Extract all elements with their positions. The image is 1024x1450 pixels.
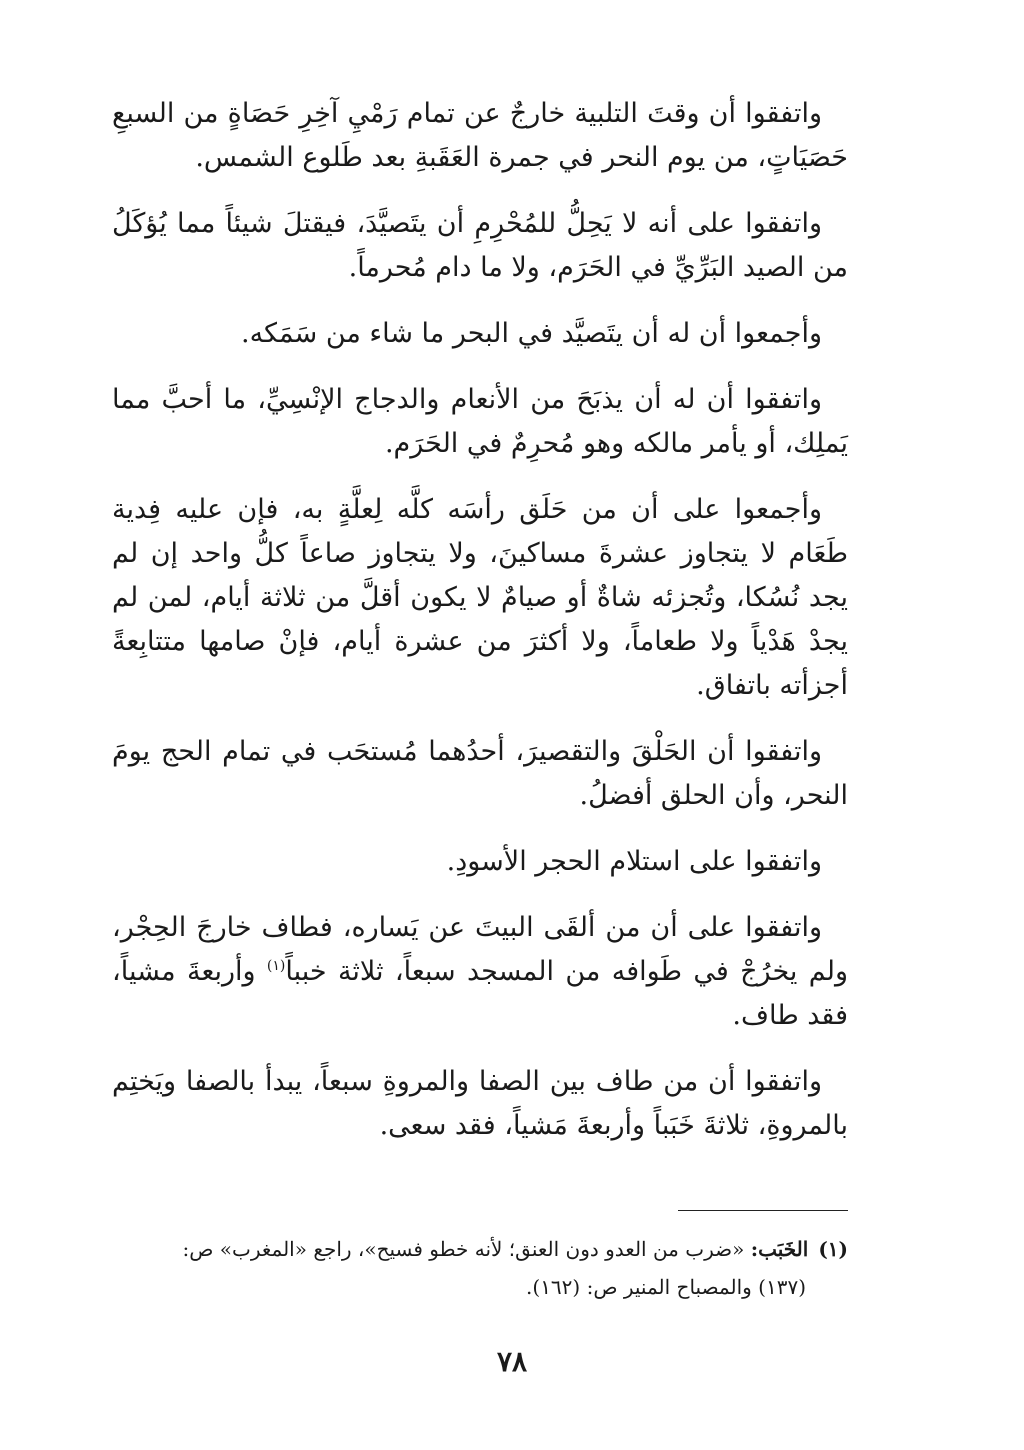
paragraph-text: واتفقوا أن من طاف بين الصفا والمروةِ سبعاً، يبدأ بالصفا ويَختِم بالمروةِ، ثلاثةَ خَبَباً وأربعةَ مَشياً، فقد سعى. bbox=[112, 1066, 848, 1141]
paragraph-9 bbox=[112, 1060, 848, 1148]
footnote-mark: (١) bbox=[818, 1237, 848, 1261]
paragraph-6 bbox=[112, 730, 848, 818]
paragraph-4 bbox=[112, 378, 848, 466]
paragraph-2 bbox=[112, 202, 848, 290]
paragraph-3 bbox=[112, 312, 848, 356]
footnote-continuation: (١٣٧) والمصباح المنير ص: (١٦٢). bbox=[526, 1275, 806, 1299]
paragraph-text: وأجمعوا على أن من حَلَق رأسَه كلَّه لِعلَّةٍ به، فإن عليه فِدية طَعَام لا يتجاوز عشرةَ مساكينَ، ولا يتجاوز صاعاً كلُّ واحد إن لم يجد نُسُكا، وتُجزئه شاةٌ أو صيامٌ لا يكون أقلَّ من ثلاثة أيام، لمن لم يجدْ هَدْياً ولا طعاماً، ولا أكثرَ من عشرة أيام، فإنْ صامها متتابِعةً أجزأته باتفاق. bbox=[112, 494, 848, 701]
paragraph-text: واتفقوا على استلام الحجر الأسودِ. bbox=[446, 846, 822, 877]
paragraph-text: واتفقوا أن وقتَ التلبية خارجٌ عن تمام رَمْيِ آخِرِ حَصَاةٍ من السبعِ حَصَيَاتٍ، من يوم النحر في جمرة العَقَبةِ بعد طَلوع الشمس. bbox=[112, 98, 848, 173]
paragraph-text: واتفقوا على أنه لا يَحِلُّ للمُحْرِمِ أن يتَصيَّدَ، فيقتلَ شيئاً مما يُؤكَلُ من الصيد البَرِّيِّ في الحَرَم، ولا ما دام مُحرماً. bbox=[112, 208, 848, 283]
footnote-reference[interactable]: (١) bbox=[266, 958, 286, 974]
page-number: ٧٨ bbox=[496, 1345, 528, 1378]
paragraph-text: واتفقوا على أن من ألقَى البيتَ عن يَساره، فطاف خارجَ الحِجْر، ولم يخرُجْ في طَوافه من المسجد سبعاً، ثلاثة خبباً bbox=[112, 912, 848, 987]
paragraph-8 bbox=[112, 906, 848, 1038]
footnote-text: «ضرب من العدو دون العنق؛ لأنه خطو فسيح»، راجع «المغرب» ص: bbox=[182, 1237, 751, 1261]
footnote-term: الخَبَب: bbox=[750, 1237, 809, 1261]
paragraph-text: واتفقوا أن له أن يذبَحَ من الأنعام والدجاج الإنْسِيِّ، ما أحبَّ مما يَملِك، أو يأمر مالكه وهو مُحرِمٌ في الحَرَم. bbox=[112, 384, 848, 459]
paragraph-text: وأجمعوا أن له أن يتَصيَّد في البحر ما شاء من سَمَكه. bbox=[241, 318, 822, 349]
footnote bbox=[112, 1230, 848, 1306]
paragraph-1 bbox=[112, 92, 848, 180]
paragraph-7 bbox=[112, 840, 848, 884]
footnote-separator bbox=[678, 1210, 848, 1211]
paragraph-5 bbox=[112, 488, 848, 708]
page-body bbox=[112, 92, 848, 1170]
paragraph-text: وأربعةَ مشياً، فقد طاف. bbox=[112, 956, 848, 1031]
paragraph-text: واتفقوا أن الحَلْقَ والتقصيرَ، أحدُهما مُستحَب في تمام الحج يومَ النحر، وأن الحلق أفضلُ. bbox=[112, 736, 848, 811]
